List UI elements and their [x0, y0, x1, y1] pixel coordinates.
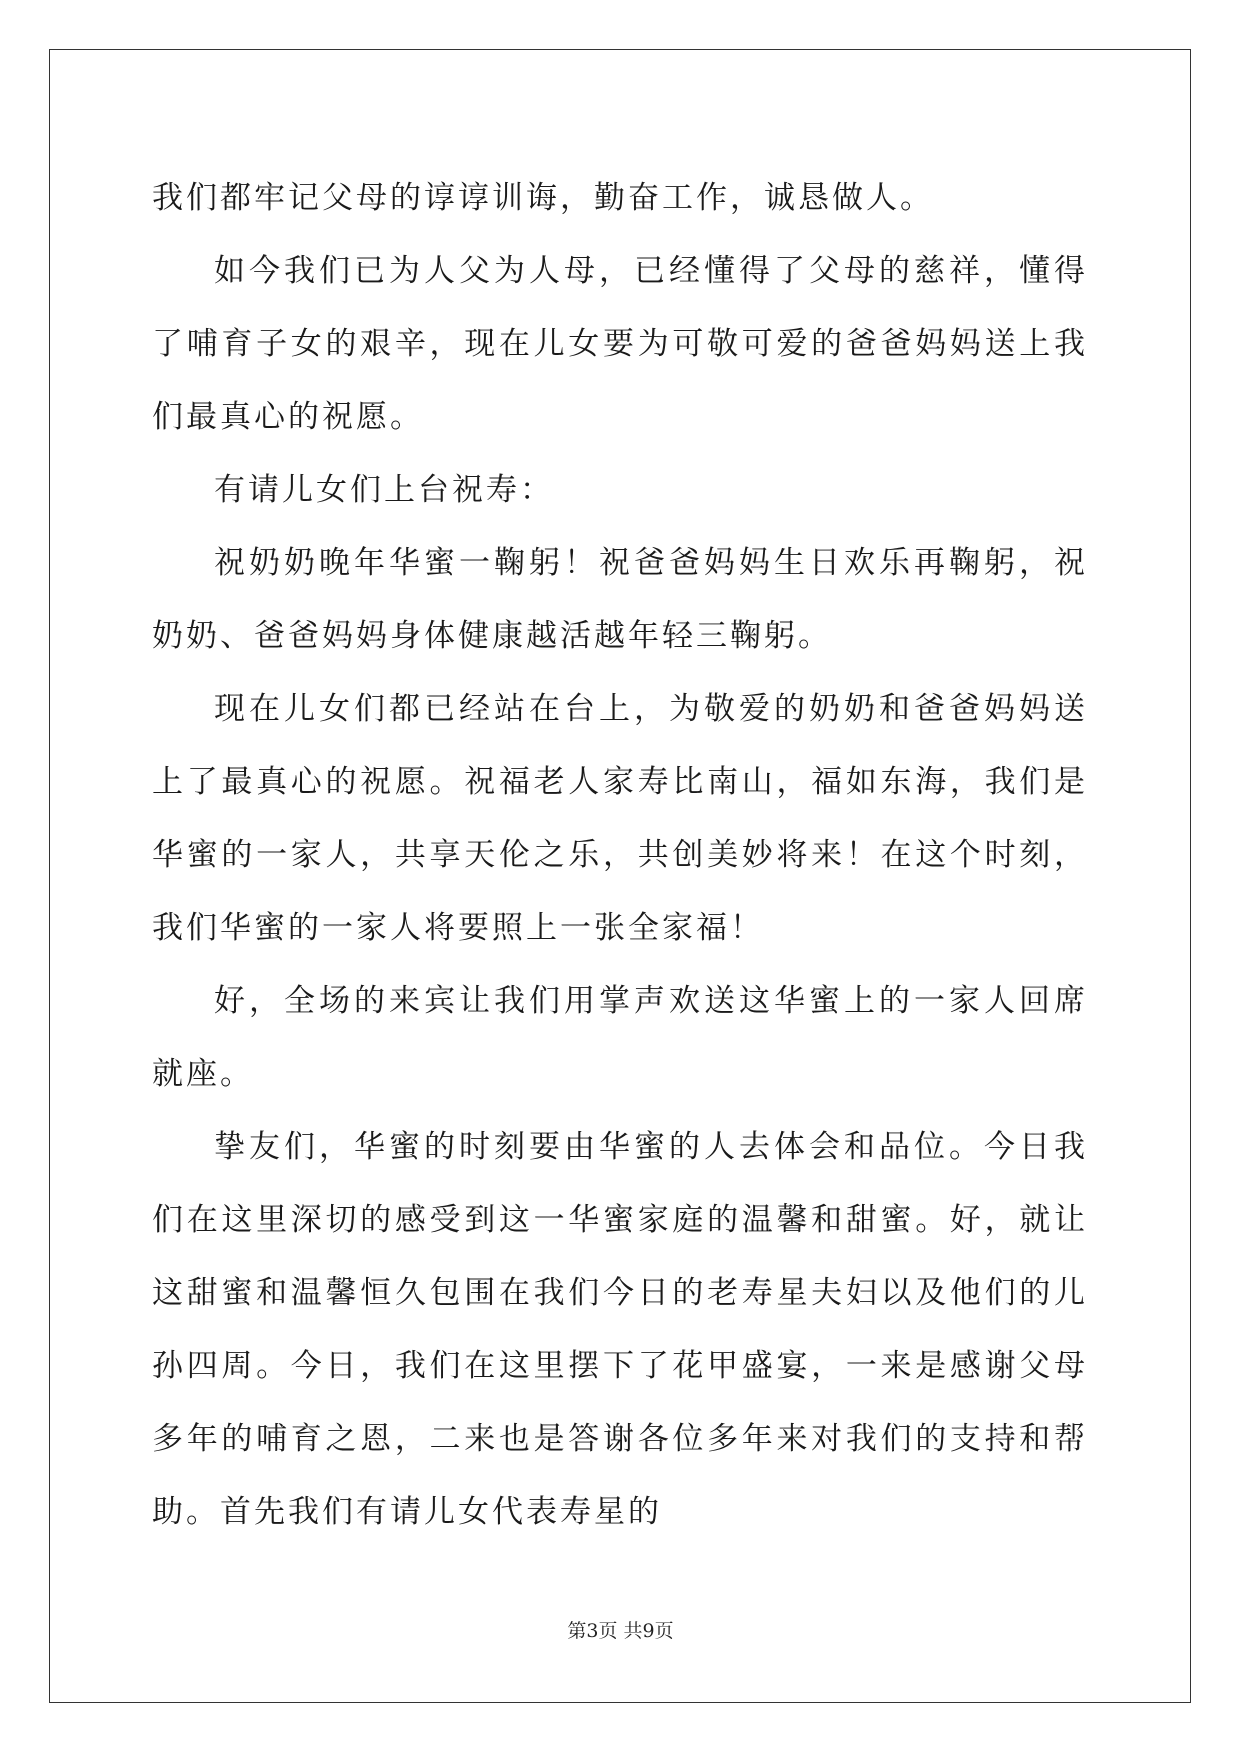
- paragraph: 挚友们，华蜜的时刻要由华蜜的人去体会和品位。今日我们在这里深切的感受到这一华蜜家庭的温馨和甜蜜。好，就让这甜蜜和温馨恒久包围在我们今日的老寿星夫妇以及他们的儿孙四周。今日，我们在这里摆下了花甲盛宴，一来是感谢父母多年的哺育之恩，二来也是答谢各位多年来对我们的支持和帮助。首先我们有请儿女代表寿星的: [152, 1129, 1088, 1530]
- paragraph: 如今我们已为人父为人母，已经懂得了父母的慈祥，懂得了哺育子女的艰辛，现在儿女要为可敬可爱的爸爸妈妈送上我们最真心的祝愿。: [152, 253, 1088, 435]
- page-number-footer: 第3页 共9页: [567, 1620, 674, 1642]
- paragraph: 现在儿女们都已经站在台上，为敬爱的奶奶和爸爸妈妈送上了最真心的祝愿。祝福老人家寿比南山，福如东海，我们是华蜜的一家人，共享天伦之乐，共创美妙将来！在这个时刻，我们华蜜的一家人将要照上一张全家福！: [152, 691, 1088, 946]
- paragraph-continuation: 我们都牢记父母的谆谆训诲，勤奋工作，诚恳做人。: [152, 180, 934, 216]
- paragraph: 好，全场的来宾让我们用掌声欢送这华蜜上的一家人回席就座。: [152, 983, 1088, 1092]
- document-body: [152, 162, 1088, 1549]
- paragraph: 祝奶奶晚年华蜜一鞠躬！祝爸爸妈妈生日欢乐再鞠躬，祝奶奶、爸爸妈妈身体健康越活越年轻三鞠躬。: [152, 545, 1088, 654]
- paragraph: 有请儿女们上台祝寿：: [214, 472, 554, 508]
